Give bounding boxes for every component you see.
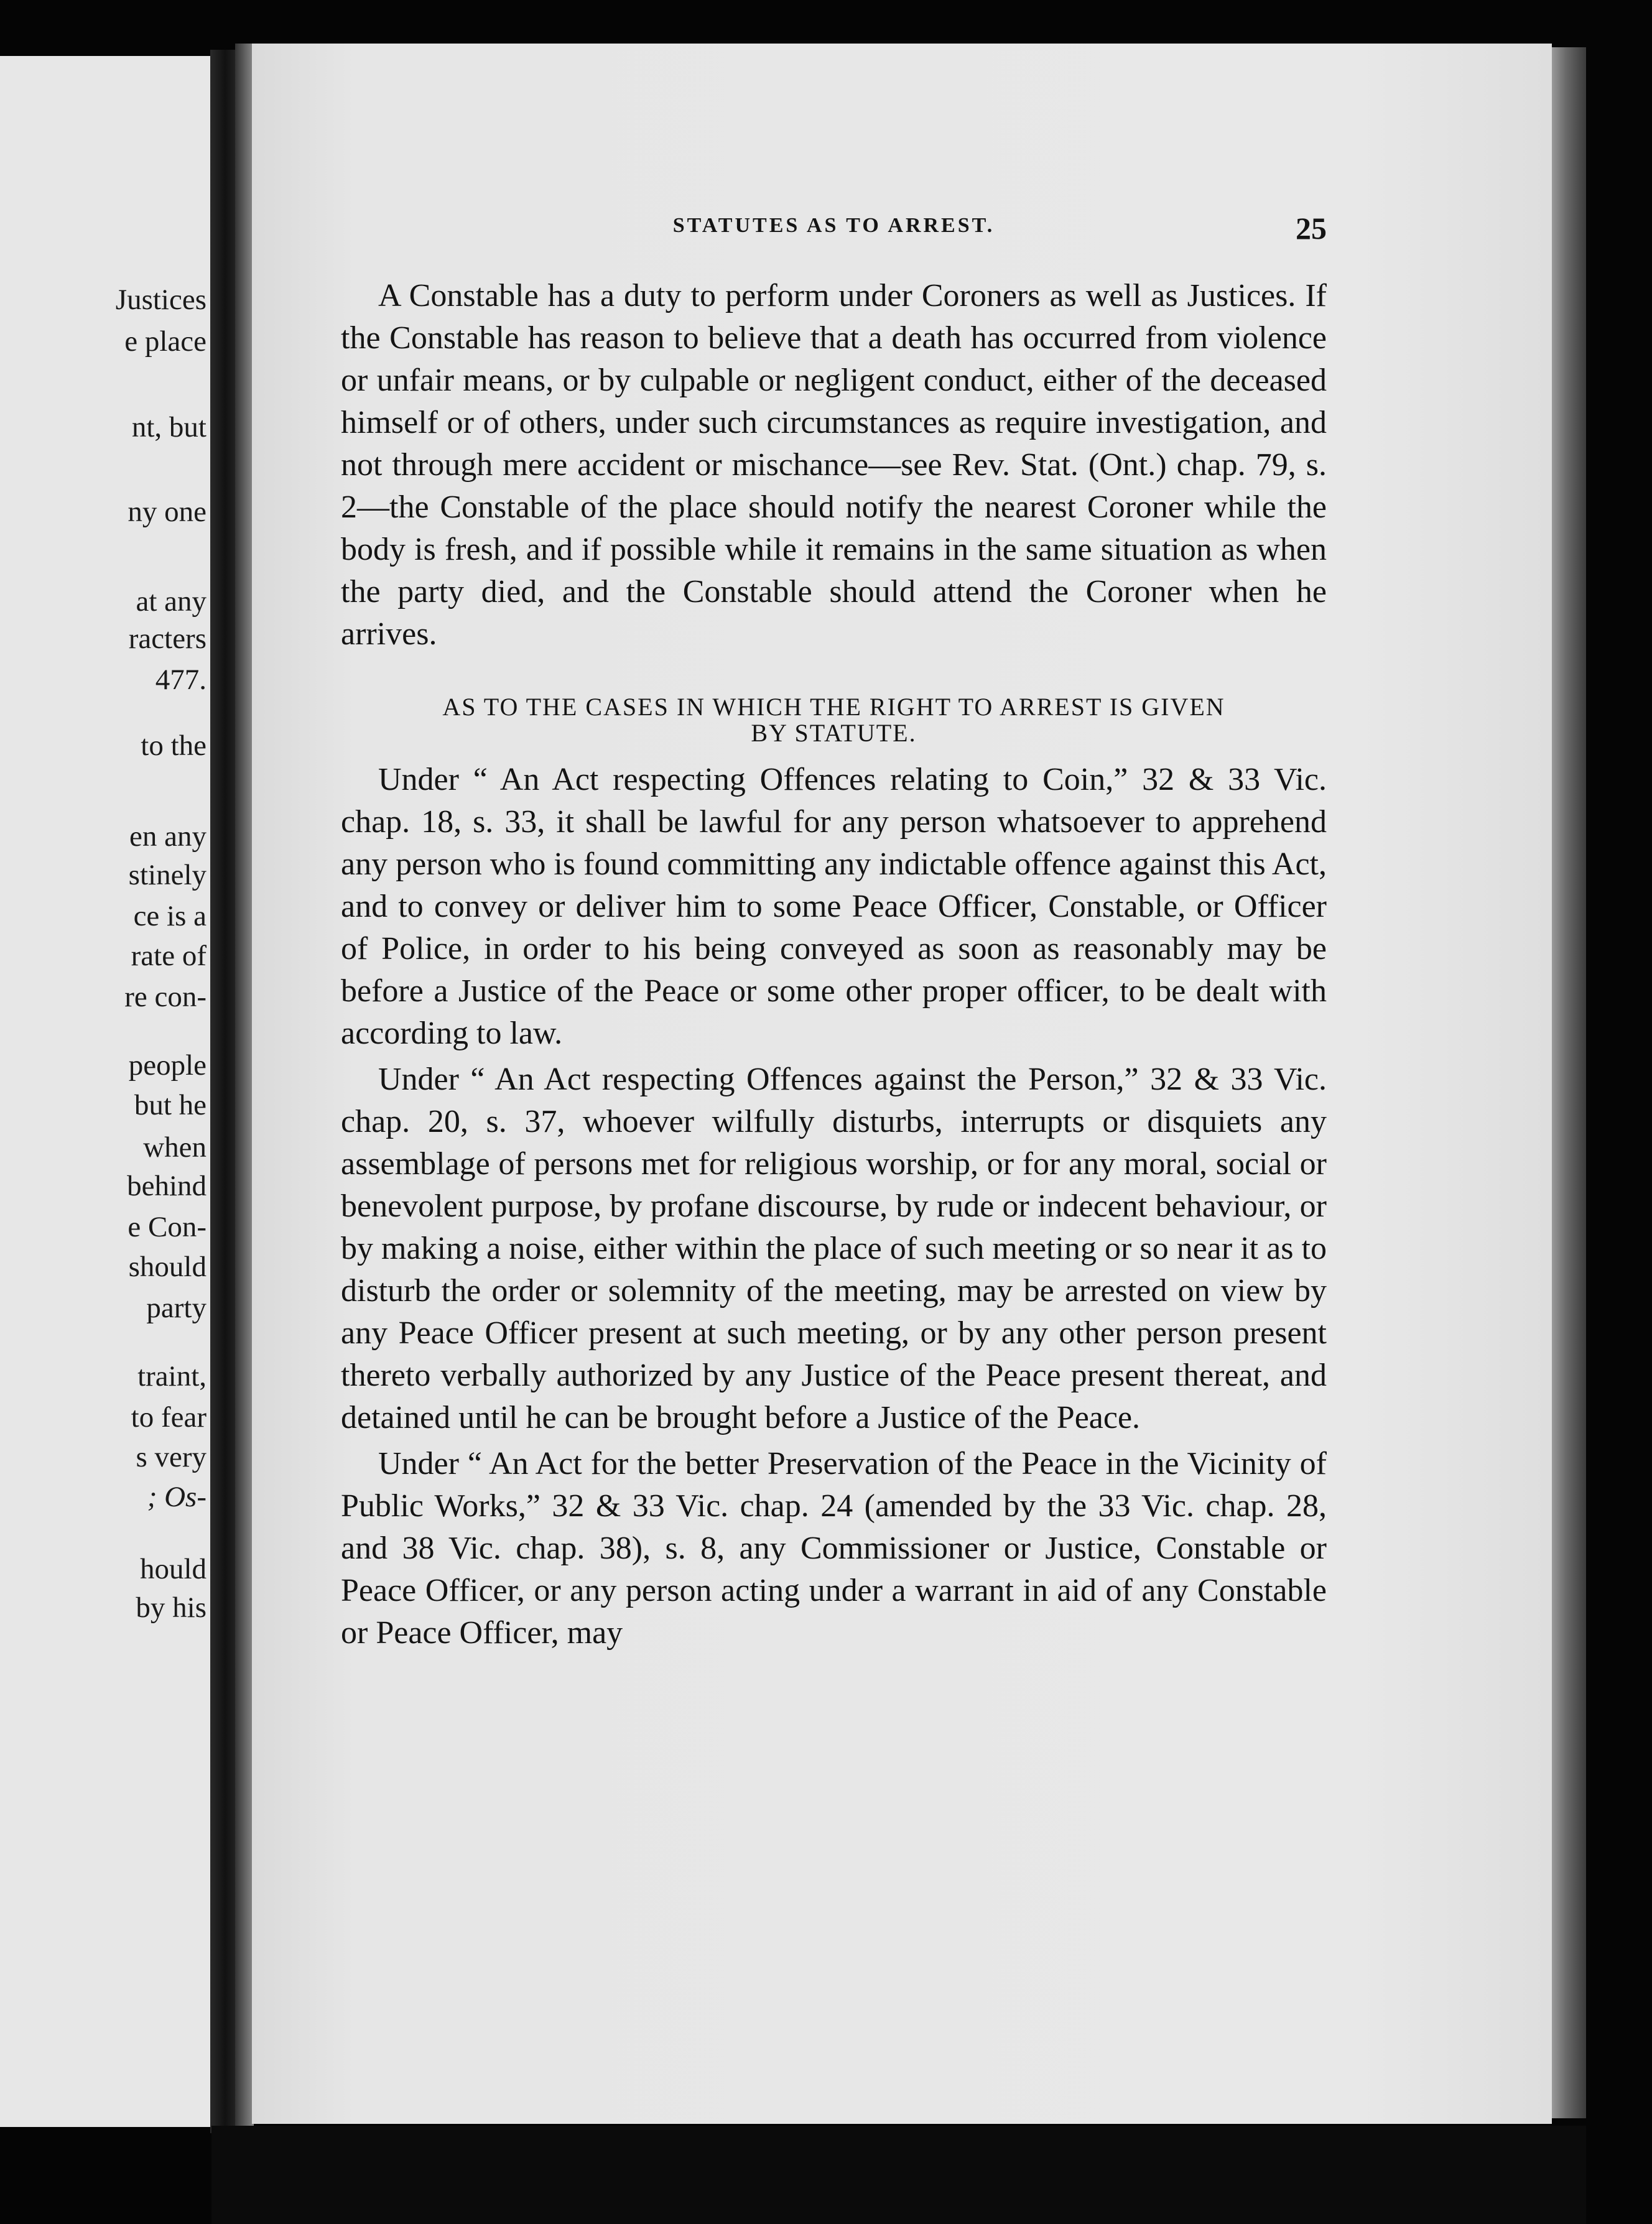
previous-page-text-fragment: at any [136, 585, 206, 618]
running-title: STATUTES AS TO ARREST. [672, 214, 995, 237]
previous-page-text-fragment: 477. [155, 664, 206, 696]
previous-page-text-fragment: party [146, 1292, 206, 1324]
previous-page-text-fragment: en any [129, 820, 206, 853]
page-number: 25 [1296, 211, 1327, 246]
section-heading-line: BY STATUTE. [751, 719, 917, 747]
previous-page-text-fragment: Justices [115, 284, 206, 316]
previous-page-text-fragment: rate of [131, 940, 206, 972]
book-spine [210, 50, 235, 2133]
previous-page-text-fragment: when [143, 1131, 206, 1164]
previous-page-text-fragment: nt, but [131, 411, 206, 443]
section-heading [341, 694, 1327, 746]
previous-page-text-fragment: re con- [124, 981, 206, 1013]
previous-page-text-fragment: by his [136, 1592, 206, 1624]
page-edge [1552, 47, 1586, 2118]
previous-page-text-fragment: s very [136, 1441, 206, 1473]
previous-page-text-fragment: should [128, 1251, 206, 1283]
previous-page-text-fragment: ny one [128, 496, 206, 528]
previous-page-fragment [0, 56, 210, 2127]
previous-page-text-fragment: to the [141, 730, 206, 762]
previous-page-text-fragment: to fear [131, 1401, 206, 1434]
scan-border [211, 2126, 1586, 2224]
previous-page-text-fragment: ; Os- [147, 1481, 206, 1513]
paragraph-coroners: A Constable has a duty to perform under Coroners as well as Justices. If the Constable has reason to believe that a death has occurred from violence or unfair means, or by culpable or negligent conduct, either of the deceased himself or of others, under such circumstances as require investigation, and not through mere accident or mischance—see Rev. Stat. (Ont.) chap. 79, s. 2—the Constable of the place should notify the nearest Coroner while the body is fresh, and if possible while it remains in the same situation as when the party died, and the Constable should attend the Coroner when he arrives. [341, 278, 1327, 652]
section-heading-line: AS TO THE CASES IN WHICH THE RIGHT TO ARREST IS GIVEN [442, 693, 1225, 721]
previous-page-text-fragment: racters [128, 623, 206, 655]
previous-page-text-fragment: people [128, 1049, 206, 1082]
running-head [341, 210, 1327, 248]
previous-page-text-fragment: e Con- [128, 1211, 206, 1243]
previous-page-text-fragment: traint, [137, 1360, 206, 1392]
gutter-shadow [235, 44, 254, 2139]
previous-page-text-fragment: hould [139, 1553, 206, 1585]
previous-page-text-fragment: behind [127, 1170, 206, 1202]
previous-page-text-fragment: but he [134, 1089, 206, 1121]
previous-page-text-fragment: ce is a [133, 900, 206, 932]
paragraph-person-act: Under “ An Act respecting Offences against the Person,” 32 & 33 Vic. chap. 20, s. 37, whoever wilfully disturbs, interrupts or disquiets any assemblage of persons met for religious worship, or for any moral, social or benevolent purpose, by profane discourse, by rude or indecent behaviour, or by making a noise, either within the place of such meeting or so near it as to disturb the order or solemnity of the meeting, may be arrested on view by any Peace Officer present at such meeting, or by any other person present thereto verbally authorized by any Justice of the Peace present thereat, and detained until he can be brought before a Justice of the Peace. [341, 1062, 1327, 1435]
previous-page-text-fragment: e place [124, 325, 206, 358]
previous-page-text-fragment: stinely [128, 859, 206, 891]
page-body [341, 275, 1327, 1654]
paragraph-public-works-act: Under “ An Act for the better Preservation of the Peace in the Vicinity of Public Works,” 32 & 33 Vic. chap. 24 (amended by the 33 Vic. chap. 28, and 38 Vic. chap. 38), s. 8, any Commissioner or Justice, Constable or Peace Officer, or any person acting under a warrant in aid of any Constable or Peace Officer, may [341, 1446, 1327, 1651]
paragraph-coin-act: Under “ An Act respecting Offences relating to Coin,” 32 & 33 Vic. chap. 18, s. 33, it shall be lawful for any person whatsoever to apprehend any person who is found committing any indictable offence against this Act, and to convey or deliver him to some Peace Officer, Constable, or Officer of Police, in order to his being conveyed as soon as reasonably may be before a Justice of the Peace or some other proper officer, to be dealt with according to law. [341, 762, 1327, 1051]
